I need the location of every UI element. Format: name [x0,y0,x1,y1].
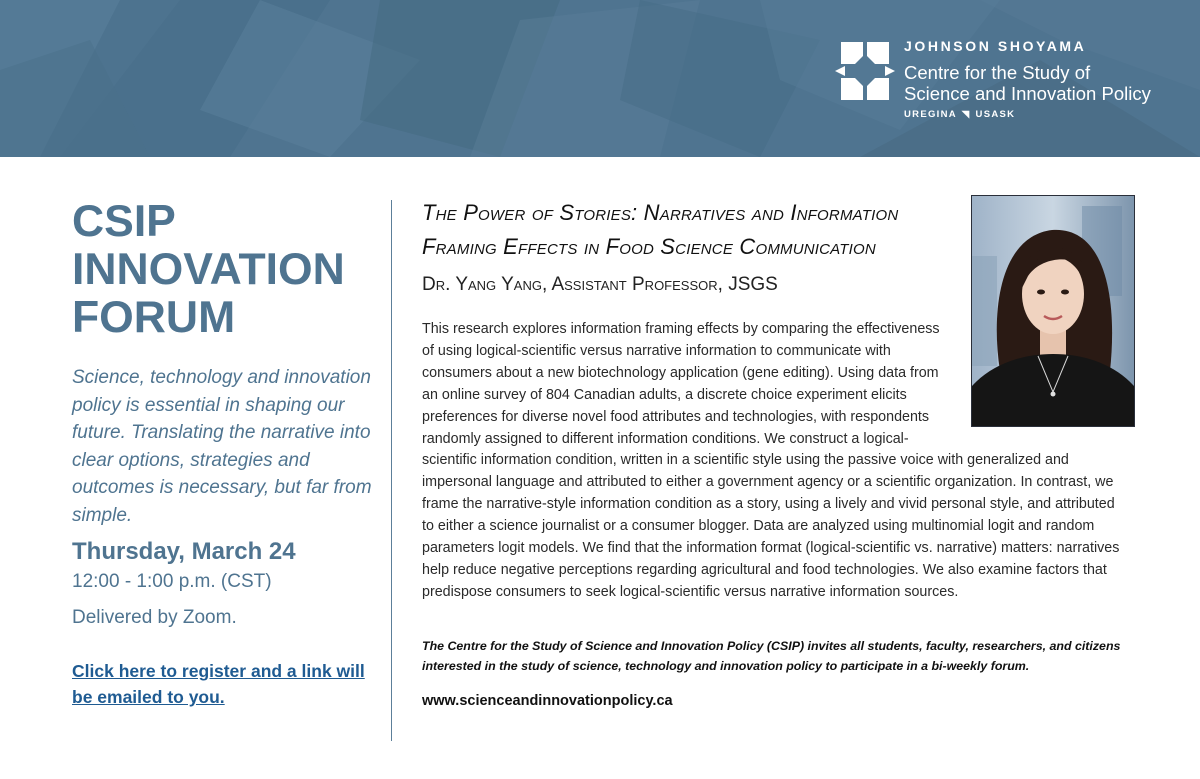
event-date: Thursday, March 24 [72,538,296,565]
speaker-line: Dr. Yang Yang, Assistant Professor, JSGS [422,274,778,295]
forum-title-line2: INNOVATION [72,245,345,294]
org-name: JOHNSON SHOYAMA [904,38,1087,54]
header-banner [0,0,1200,157]
forum-title-block [72,198,384,342]
register-link[interactable]: Click here to register and a link will be emailed to you. [72,661,365,707]
talk-title [422,196,962,264]
usask-label: USASK [975,109,1016,120]
website-link[interactable]: www.scienceandinnovationpolicy.ca [422,693,673,709]
centre-name-line2: Science and Innovation Policy [904,83,1151,104]
invitation-text: The Centre for the Study of Science and Innovation Policy (CSIP) invites all students, faculty, researchers, and citizens interested in the study of science, technology and innovation policy to participate in a bi-weekly forum. [422,639,1121,673]
jsgs-logo-icon [835,42,895,100]
delivery-method: Delivered by Zoom. [72,607,237,628]
uregina-label: UREGINA [904,109,957,120]
photo-wrap-space [944,319,1122,444]
centre-name-line1: Centre for the Study of [904,62,1091,83]
university-list [904,109,1015,120]
abstract-text [422,319,1122,604]
tagline: Science, technology and innovation policy is essential in shaping our future. Translating the narrative into clear options, strategies and outcomes is necessary, but far from simple. [72,367,372,526]
forum-title-line3: FORUM [72,293,236,342]
forum-title-line1: CSIP [72,197,176,246]
talk-title-line2: Framing Effects in Food Science Communication [422,234,876,259]
uni-separator: ◥ [961,109,971,120]
column-divider [391,200,392,741]
event-time: 12:00 - 1:00 p.m. (CST) [72,571,272,592]
talk-title-line1: The Power of Stories: Narratives and Information [422,200,899,225]
abstract-body: This research explores information framing effects by comparing the effectiveness of using logical-scientific versus narrative information to communicate with consumers about a new biotechnology application (gene editing). Using data from an online survey of 804 Canadian adults, a discrete choice experiment elicits preferences for diverse novel food attributes and technologies, with respondents randomly assigned to different information conditions. We construct a logical-scientific information condition, written in a scientific style using the passive voice with generalized and impersonal language and attributed to either a government agency or a scientific organization. In contrast, we frame the narrative-style information condition as a story, using a lively and vivid personal style, and attributed to either a science journalist or a consumer blogger. Data are analyzed using multinomial logit and random parameters logit models. We find that the information format (logical-scientific vs. narrative) matters: narratives help reduce negative perceptions regarding agricultural and food technologies. We also examine factors that predispose consumers to seek logical-scientific versus narrative information sources. [422,321,1120,600]
jsgs-logo [835,36,1195,136]
